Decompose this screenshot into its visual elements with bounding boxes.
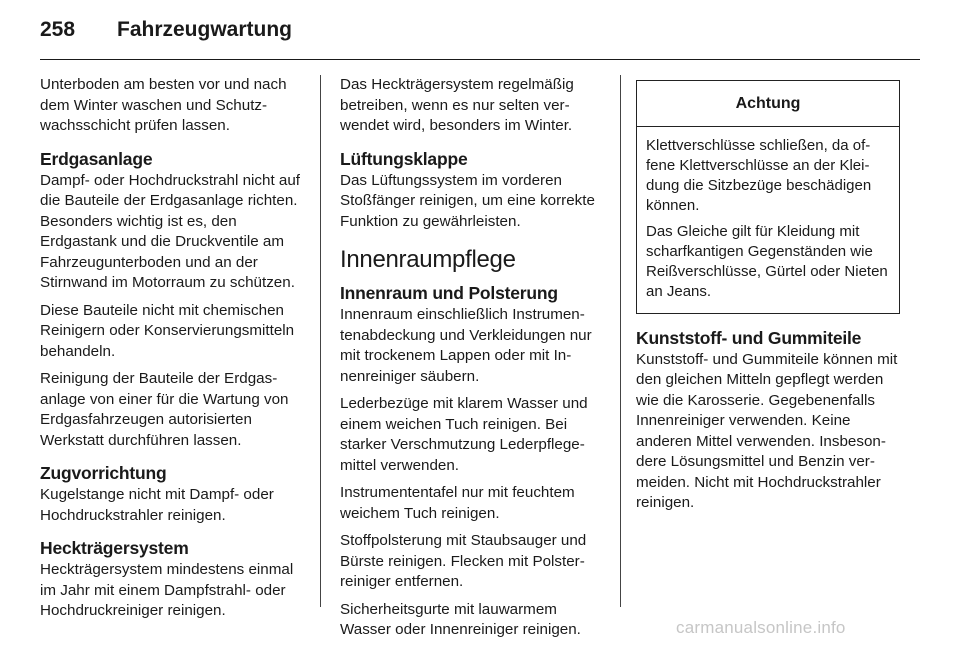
paragraph-hecktraeger-2: Das Heckträgersystem regelmäßig betreiben, wenn es nur selten verwendet wird, besonders im Winter. (340, 76, 574, 134)
paragraph-instrumententafel: Instrumententafel nur mit feuchtem weichem Tuch reinigen. (340, 484, 575, 522)
warning-box (636, 80, 900, 314)
paragraph-zugvorrichtung: Kugelstange nicht mit Dampf- oder Hochdruckstrahler reinigen. (40, 486, 274, 524)
watermark: carmanualsonline.info (676, 618, 846, 637)
paragraph-erdgas-3: Reinigung der Bauteile der Erdgasanlage von einer für die Wartung von Erdgasfahrzeugen autorisierten Werkstatt durchführen lassen. (40, 370, 289, 449)
paragraph-leder: Lederbezüge mit klarem Wasser und einem weichen Tuch reinigen. Bei starker Verschmutzung Lederpflegemittel verwenden. (340, 395, 588, 474)
paragraph-erdgas-2: Diese Bauteile nicht mit chemischen Reinigern oder Konservierungsmitteln behandeln. (40, 301, 295, 360)
column-middle (340, 75, 604, 648)
paragraph-innenraum: Innenraum einschließlich Instrumentenabdeckung und Verkleidungen nur mit trockenem Lappen oder mit Innenreiniger säubern. (340, 306, 592, 385)
warning-paragraph-2: Das Gleiche gilt für Kleidung mit scharfkantigen Gegenständen wie Reißverschlüsse, Gürtel oder Nieten an Jeans. (646, 222, 888, 300)
page-number: 258 (40, 18, 76, 41)
header-divider (40, 59, 920, 60)
column-left (40, 75, 308, 629)
paragraph-erdgas-1: Dampf- oder Hochdruckstrahl nicht auf die Bauteile der Erdgasanlage richten. Besonders wichtig ist es, den Erdgastank und die Druckventile am Fahrzeugunterboden und an der Stirnwand im Motorraum zu schützen. (40, 171, 300, 291)
paragraph-lueftung: Das Lüftungssystem im vorderen Stoßfänger reinigen, um eine korrekte Funktion zu gewährleisten. (340, 171, 595, 230)
heading-hecktraegersystem: Heckträgersystem (40, 538, 189, 558)
column-right (636, 75, 906, 521)
page-title: Fahrzeugwartung (117, 18, 293, 41)
page-header (40, 18, 920, 60)
column-divider-2 (620, 75, 621, 607)
paragraph-stoffpolster: Stoffpolsterung mit Staubsauger und Bürste reinigen. Flecken mit Polsterreiniger entfernen. (340, 532, 587, 590)
heading-innenraum-polsterung: Innenraum und Polsterung (340, 283, 558, 303)
warning-paragraph-1: Klettverschlüsse schließen, da offene Klettverschlüsse an der Kleidung die Sitzbezüge beschädigen können. (646, 136, 872, 214)
column-divider-1 (320, 75, 321, 607)
heading-erdgasanlage: Erdgasanlage (40, 148, 153, 169)
heading-innenraumpflege: Innenraumpflege (340, 246, 516, 273)
heading-lueftungsklappe: Lüftungsklappe (340, 148, 468, 169)
heading-kunststoff-gummiteile: Kunststoff- und Gummiteile (636, 327, 862, 348)
paragraph-kunststoff: Kunststoff- und Gummiteile können mit den gleichen Mitteln gepflegt werden wie die Karosserie. Gegebenenfalls Innenreiniger verwenden. Keine anderen Mittel verwenden. Insbesondere Lösungsmittel und Benzin vermeiden. Nicht mit Hochdruckstrahler reinigen. (636, 350, 898, 511)
paragraph-underbody: Unterboden am besten vor und nach dem Winter waschen und Schutzwachsschicht prüfen lassen. (40, 76, 287, 134)
warning-title: Achtung (637, 81, 899, 127)
warning-body (637, 127, 899, 313)
paragraph-hecktraeger: Heckträgersystem mindestens einmal im Jahr mit einem Dampfstrahl- oder Hochdruckreiniger reinigen. (40, 561, 294, 619)
heading-zugvorrichtung: Zugvorrichtung (40, 463, 167, 483)
paragraph-sicherheitsgurte: Sicherheitsgurte mit lauwarmem Wasser oder Innenreiniger reinigen. (340, 600, 581, 638)
